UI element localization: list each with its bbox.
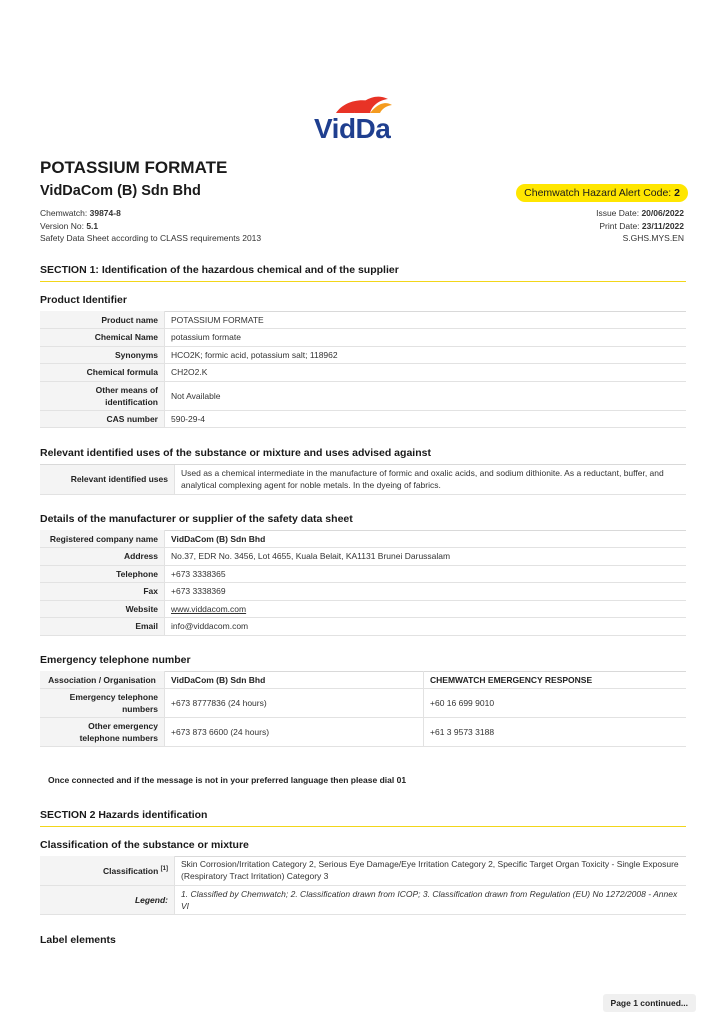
website-link[interactable]: www.viddacom.com	[171, 603, 247, 614]
print-date-value: 23/11/2022	[641, 220, 684, 231]
row-label: Address	[40, 548, 165, 566]
print-date-label: Print Date:	[599, 220, 640, 231]
row-value	[165, 600, 687, 618]
row-value: No.37, EDR No. 3456, Lot 4655, Kuala Belait, KA1131 Brunei Darussalam	[165, 548, 687, 566]
company-name: VidDaCom (B) Sdn Bhd	[40, 183, 201, 199]
header-col2: CHEMWATCH EMERGENCY RESPONSE	[424, 671, 687, 689]
legend-value: 1. Classified by Chemwatch; 2. Classification drawn from ICOP; 3. Classification drawn from Regulation (EU) No 1272/2008 - Annex VI	[175, 885, 687, 914]
header-label: Association / Organisation	[40, 671, 165, 689]
table-row	[40, 548, 686, 566]
classification-title: Classification of the substance or mixture	[40, 839, 686, 857]
table-header-row	[40, 671, 686, 689]
emergency-title: Emergency telephone number	[40, 654, 686, 672]
table-row	[40, 565, 686, 583]
issue-date-value: 20/06/2022	[641, 208, 684, 218]
row-label: Registered company name	[40, 530, 165, 548]
emergency-table	[40, 671, 686, 747]
table-row	[40, 718, 686, 747]
table-row	[40, 381, 686, 410]
table-row	[40, 465, 686, 494]
row-label: Chemical formula	[40, 364, 165, 382]
row-label: Fax	[40, 583, 165, 601]
row-value: POTASSIUM FORMATE	[165, 311, 687, 329]
version-value: 5.1	[86, 220, 99, 231]
classification-table	[40, 856, 686, 915]
table-row	[40, 410, 686, 428]
chemwatch-value: 39874-8	[89, 208, 121, 218]
row-label: Other emergency telephone numbers	[40, 718, 165, 747]
row-value: potassium formate	[165, 329, 687, 347]
row-value: Not Available	[165, 381, 687, 410]
document-meta-right	[596, 207, 684, 245]
product-identifier-title: Product Identifier	[40, 294, 686, 312]
emergency-language-note: Once connected and if the message is not in your preferred language then please dial 01	[48, 775, 407, 785]
row-label: Synonyms	[40, 346, 165, 364]
row-value: CH2O2.K	[165, 364, 687, 382]
table-row	[40, 600, 686, 618]
table-row	[40, 618, 686, 636]
row-label: Product name	[40, 311, 165, 329]
header-col1: VidDaCom (B) Sdn Bhd	[165, 671, 424, 689]
logo-wordmark: VidDa	[314, 113, 391, 144]
product-identifier-table	[40, 311, 686, 428]
version-label: Version No:	[40, 220, 84, 231]
manufacturer-table	[40, 530, 686, 636]
classification-label	[40, 856, 175, 885]
issue-date-label: Issue Date:	[596, 208, 640, 218]
relevant-uses-title: Relevant identified uses of the substance or mixture and uses advised against	[40, 447, 686, 465]
row-label: Website	[40, 600, 165, 618]
table-row	[40, 689, 686, 718]
table-row	[40, 346, 686, 364]
row-label: Telephone	[40, 565, 165, 583]
row-col1: +673 8777836 (24 hours)	[165, 689, 424, 718]
section-2-title: SECTION 2 Hazards identification	[40, 809, 686, 827]
table-row	[40, 311, 686, 329]
company-logo	[314, 91, 410, 147]
classification-label-text: Classification	[103, 866, 159, 877]
label-elements-title: Label elements	[40, 934, 116, 946]
row-col2: +60 16 699 9010	[424, 689, 687, 718]
manufacturer-title: Details of the manufacturer or supplier of the safety data sheet	[40, 513, 686, 531]
row-label: Emergency telephone numbers	[40, 689, 165, 718]
row-label: Other means of identification	[40, 381, 165, 410]
section-1-title: SECTION 1: Identification of the hazardous chemical and of the supplier	[40, 264, 686, 282]
hazard-alert-badge	[516, 184, 688, 202]
chemwatch-label: Chemwatch:	[40, 208, 88, 218]
classification-ref: [1]	[160, 866, 168, 873]
document-code: S.GHS.MYS.EN	[622, 233, 684, 243]
legend-label: Legend:	[40, 885, 175, 914]
row-value: +673 3338365	[165, 565, 687, 583]
row-value: Used as a chemical intermediate in the manufacture of formic and oxalic acids, and sodium dithionite. As a reductant, buffer, and analytical complexing agent for noble metals. In the dyeing of fabrics.	[175, 465, 687, 494]
hazard-alert-label: Chemwatch Hazard Alert Code:	[524, 187, 672, 199]
row-col2: +61 3 9573 3188	[424, 718, 687, 747]
document-meta-left	[40, 207, 261, 245]
table-row	[40, 364, 686, 382]
row-col1: +673 873 6600 (24 hours)	[165, 718, 424, 747]
relevant-uses-table	[40, 465, 686, 495]
classification-value: Skin Corrosion/Irritation Category 2, Serious Eye Damage/Eye Irritation Category 2, Specific Target Organ Toxicity - Single Exposure (Respiratory Tract Irritation) Category 3	[175, 856, 687, 885]
table-row	[40, 583, 686, 601]
row-value: HCO2K; formic acid, potassium salt; 118962	[165, 346, 687, 364]
table-row	[40, 885, 686, 914]
table-row	[40, 329, 686, 347]
table-row	[40, 856, 686, 885]
hazard-alert-value: 2	[674, 187, 680, 199]
row-label: Relevant identified uses	[40, 465, 175, 494]
row-value: 590-29-4	[165, 410, 687, 428]
sds-note: Safety Data Sheet according to CLASS requirements 2013	[40, 233, 262, 243]
row-value: VidDaCom (B) Sdn Bhd	[165, 530, 687, 548]
page-continued-badge: Page 1 continued...	[603, 994, 696, 1012]
row-label: Email	[40, 618, 165, 636]
row-value: info@viddacom.com	[165, 618, 687, 636]
table-row	[40, 530, 686, 548]
product-title: POTASSIUM FORMATE	[40, 158, 228, 177]
row-label: Chemical Name	[40, 329, 165, 347]
row-value: +673 3338369	[165, 583, 687, 601]
row-label: CAS number	[40, 410, 165, 428]
